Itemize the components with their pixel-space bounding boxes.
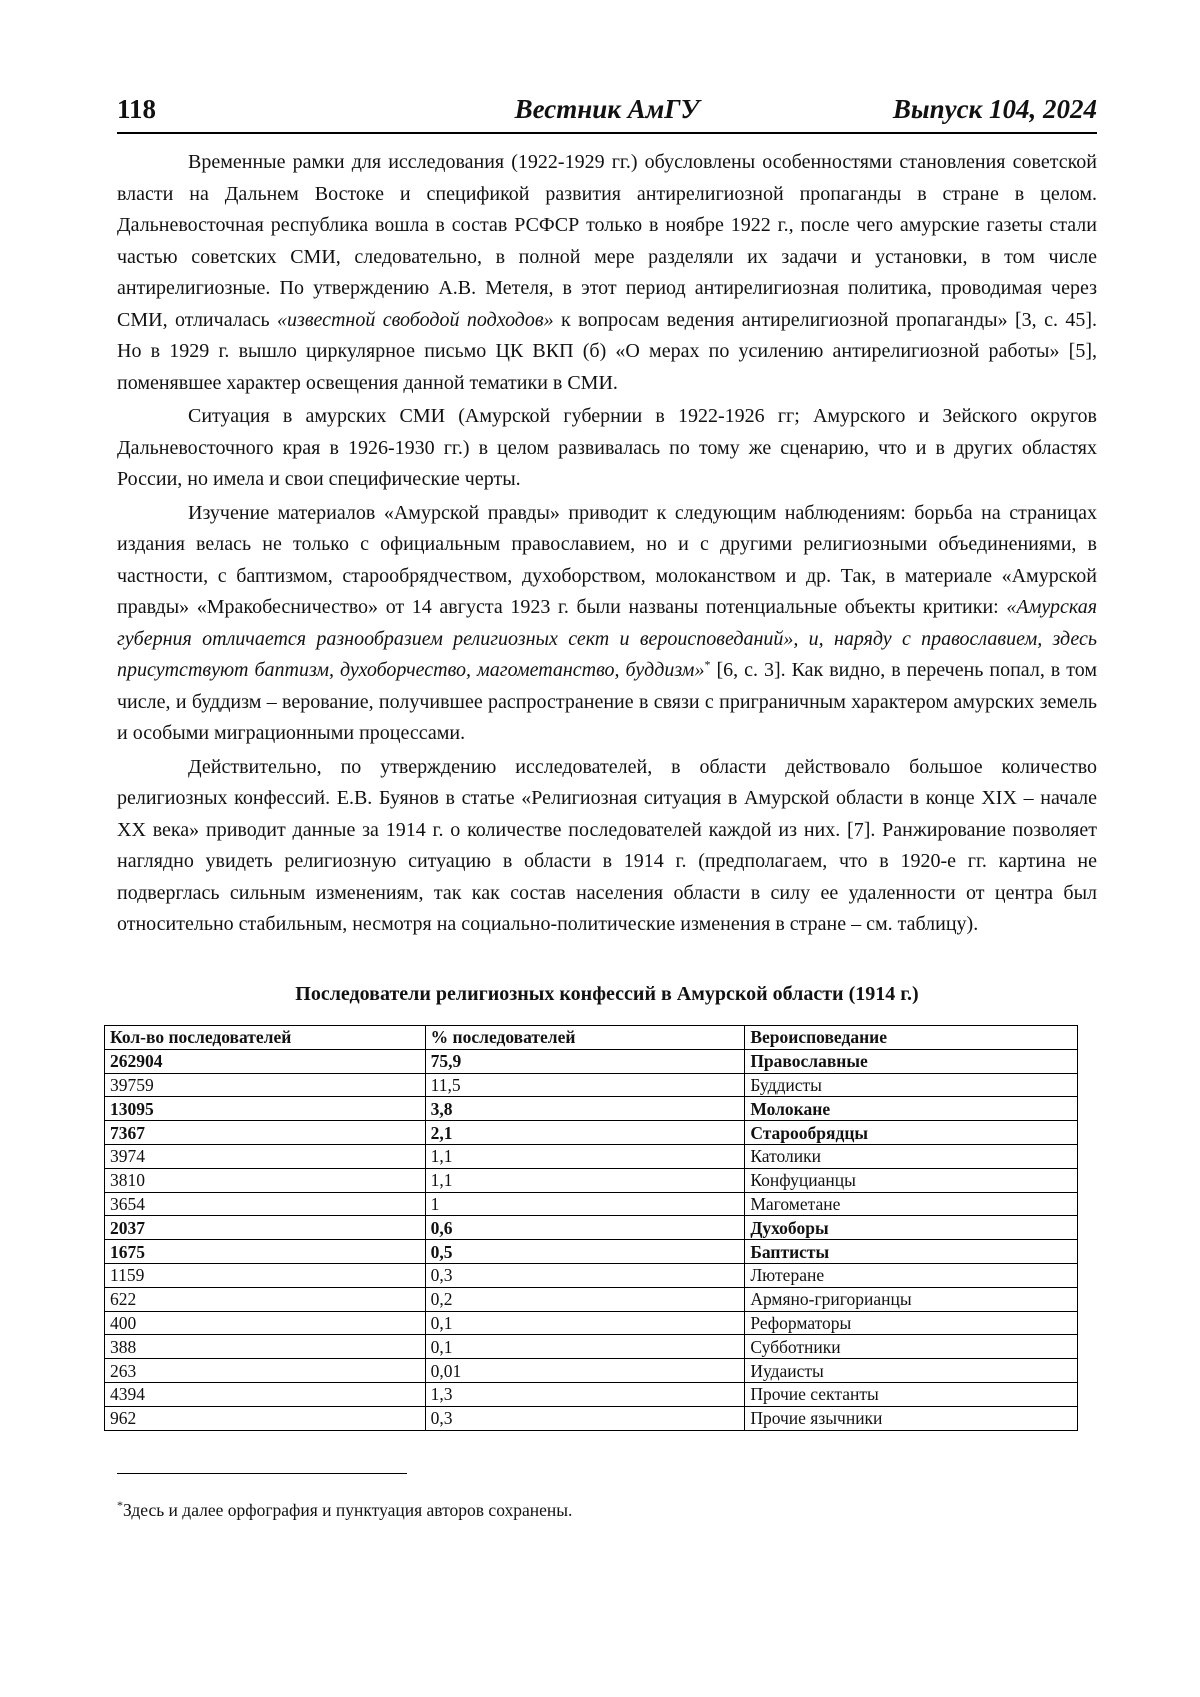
table-row bbox=[105, 1287, 1078, 1311]
footnote-ref-mark: * bbox=[704, 657, 711, 672]
header-percent: % последователей bbox=[425, 1026, 745, 1050]
cell-confession: Конфуцианцы bbox=[745, 1168, 1078, 1192]
cell-confession: Православные bbox=[745, 1049, 1078, 1073]
cell-percent: 1,1 bbox=[425, 1144, 745, 1168]
cell-count: 388 bbox=[105, 1335, 426, 1359]
footnote-text: Здесь и далее орфография и пунктуация авторов сохранены. bbox=[123, 1500, 573, 1520]
table-row bbox=[105, 1240, 1078, 1264]
cell-count: 263 bbox=[105, 1359, 426, 1383]
paragraph-1-text-a: Временные рамки для исследования (1922-1929 гг.) обусловлены особенностями становления советской власти на Дальнем Востоке и спецификой развития антирелигиозной пропаганды в стране в целом. Дальневосточная республика вошла в состав РСФСР только в ноябре 1922 г., после чего амурские газеты стали частью советских СМИ, следовательно, в полной мере разделяли их задачи и установки, в том числе антирелигиозные. По утверждению А.В. Метеля, в этот период антирелигиозная политика, проводимая через СМИ, отличалась bbox=[117, 151, 1097, 331]
cell-count: 13095 bbox=[105, 1097, 426, 1121]
cell-confession: Прочие язычники bbox=[745, 1406, 1078, 1430]
table-row bbox=[105, 1097, 1078, 1121]
table-row bbox=[105, 1073, 1078, 1097]
cell-count: 7367 bbox=[105, 1121, 426, 1145]
cell-percent: 0,1 bbox=[425, 1335, 745, 1359]
paragraph-3 bbox=[117, 498, 1097, 750]
table-row bbox=[105, 1263, 1078, 1287]
table-row bbox=[105, 1192, 1078, 1216]
cell-count: 962 bbox=[105, 1406, 426, 1430]
table-row bbox=[105, 1311, 1078, 1335]
paragraph-3-quote: «Амурская губерния отличается разнообразием религиозных сект и вероисповеданий», и, наряду с православием, здесь присутствуют баптизм, духоборчество, магометанство, буддизм» bbox=[117, 596, 1097, 681]
cell-percent: 11,5 bbox=[425, 1073, 745, 1097]
cell-percent: 2,1 bbox=[425, 1121, 745, 1145]
confessions-table bbox=[104, 1025, 1078, 1431]
paragraph-4: Действительно, по утверждению исследователей, в области действовало большое количество религиозных конфессий. Е.В. Буянов в статье «Религиозная ситуация в Амурской области в конце XIX – начале XX века» приводит данные за 1914 г. о количестве последователей каждой из них. [7]. Ранжирование позволяет наглядно увидеть религиозную ситуацию в области в 1914 г. (предполагаем, что в 1920-е гг. картина не подверглась сильным изменениям, так как состав населения области в силу ее удаленности от центра был относительно стабильным, несмотря на социально-политические изменения в стране – см. таблицу). bbox=[117, 755, 1097, 935]
footnote-divider bbox=[117, 1473, 407, 1474]
cell-confession: Иудаисты bbox=[745, 1359, 1078, 1383]
paragraph-1 bbox=[117, 147, 1097, 399]
table-row bbox=[105, 1144, 1078, 1168]
paragraph-2: Ситуация в амурских СМИ (Амурской губернии в 1922-1926 гг; Амурского и Зейского округов Дальневосточного края в 1926-1930 гг.) в целом развивалась по тому же сценарию, что и в других областях России, но имела и свои специфические черты. bbox=[117, 405, 1097, 490]
footnote-mark: * bbox=[117, 1498, 123, 1513]
table-header-row bbox=[105, 1026, 1078, 1050]
cell-percent: 3,8 bbox=[425, 1097, 745, 1121]
page-header bbox=[117, 92, 1097, 134]
table-row bbox=[105, 1121, 1078, 1145]
cell-confession: Молокане bbox=[745, 1097, 1078, 1121]
article-body bbox=[117, 147, 1097, 943]
cell-percent: 0,5 bbox=[425, 1240, 745, 1264]
cell-count: 3654 bbox=[105, 1192, 426, 1216]
cell-count: 400 bbox=[105, 1311, 426, 1335]
table-body bbox=[105, 1049, 1078, 1430]
footnote bbox=[117, 1498, 572, 1522]
cell-confession: Католики bbox=[745, 1144, 1078, 1168]
cell-percent: 0,3 bbox=[425, 1406, 745, 1430]
cell-confession: Баптисты bbox=[745, 1240, 1078, 1264]
journal-title: Вестник АмГУ bbox=[514, 94, 700, 124]
cell-confession: Реформаторы bbox=[745, 1311, 1078, 1335]
cell-count: 622 bbox=[105, 1287, 426, 1311]
cell-count: 4394 bbox=[105, 1382, 426, 1406]
cell-confession: Старообрядцы bbox=[745, 1121, 1078, 1145]
table-row bbox=[105, 1359, 1078, 1383]
cell-count: 3974 bbox=[105, 1144, 426, 1168]
header-count: Кол-во последователей bbox=[105, 1026, 426, 1050]
cell-confession: Субботники bbox=[745, 1335, 1078, 1359]
table-row bbox=[105, 1335, 1078, 1359]
table-row bbox=[105, 1168, 1078, 1192]
table-row bbox=[105, 1049, 1078, 1073]
cell-confession: Магометане bbox=[745, 1192, 1078, 1216]
page-number: 118 bbox=[117, 94, 157, 124]
paragraph-1-quote: «известной свободой подходов» bbox=[277, 308, 554, 331]
table-row bbox=[105, 1382, 1078, 1406]
cell-count: 39759 bbox=[105, 1073, 426, 1097]
cell-confession: Буддисты bbox=[745, 1073, 1078, 1097]
cell-confession: Духоборы bbox=[745, 1216, 1078, 1240]
header-confession: Вероисповедание bbox=[745, 1026, 1078, 1050]
cell-percent: 75,9 bbox=[425, 1049, 745, 1073]
cell-percent: 0,1 bbox=[425, 1311, 745, 1335]
cell-percent: 1,1 bbox=[425, 1168, 745, 1192]
table-row bbox=[105, 1406, 1078, 1430]
cell-percent: 1 bbox=[425, 1192, 745, 1216]
table-title: Последователи религиозных конфессий в Амурской области (1914 г.) bbox=[295, 983, 919, 1005]
paragraph-3-text-b: [6, с. 3]. Как видно, в перечень попал, в том числе, и буддизм – верование, получившее распространение в связи с приграничным характером амурских земель и особыми миграционными процессами. bbox=[117, 659, 1097, 744]
cell-count: 1159 bbox=[105, 1263, 426, 1287]
cell-percent: 0,6 bbox=[425, 1216, 745, 1240]
cell-count: 1675 bbox=[105, 1240, 426, 1264]
cell-count: 262904 bbox=[105, 1049, 426, 1073]
table-row bbox=[105, 1216, 1078, 1240]
cell-percent: 0,2 bbox=[425, 1287, 745, 1311]
issue-label: Выпуск 104, 2024 bbox=[892, 94, 1097, 124]
cell-count: 2037 bbox=[105, 1216, 426, 1240]
cell-percent: 1,3 bbox=[425, 1382, 745, 1406]
cell-confession: Армяно-григорианцы bbox=[745, 1287, 1078, 1311]
paragraph-1-text-b: к вопросам ведения антирелигиозной пропаганды» [3, с. 45]. Но в 1929 г. вышло циркулярное письмо ЦК ВКП (б) «О мерах по усилению антирелигиозной работы» [5], поменявшее характер освещения данной тематики в СМИ. bbox=[117, 308, 1098, 394]
cell-confession: Прочие сектанты bbox=[745, 1382, 1078, 1406]
cell-confession: Лютеране bbox=[745, 1263, 1078, 1287]
cell-percent: 0,3 bbox=[425, 1263, 745, 1287]
cell-percent: 0,01 bbox=[425, 1359, 745, 1383]
paragraph-3-text-a: Изучение материалов «Амурской правды» приводит к следующим наблюдениям: борьба на страницах издания велась не только с официальным православием, но и с другими религиозными объединениями, в частности, с баптизмом, старообрядчеством, духоборством, молоканством и др. Так, в материале «Амурской правды» «Мракобесничество» от 14 августа 1923 г. были названы потенциальные объекты критики: bbox=[117, 501, 1097, 618]
cell-count: 3810 bbox=[105, 1168, 426, 1192]
